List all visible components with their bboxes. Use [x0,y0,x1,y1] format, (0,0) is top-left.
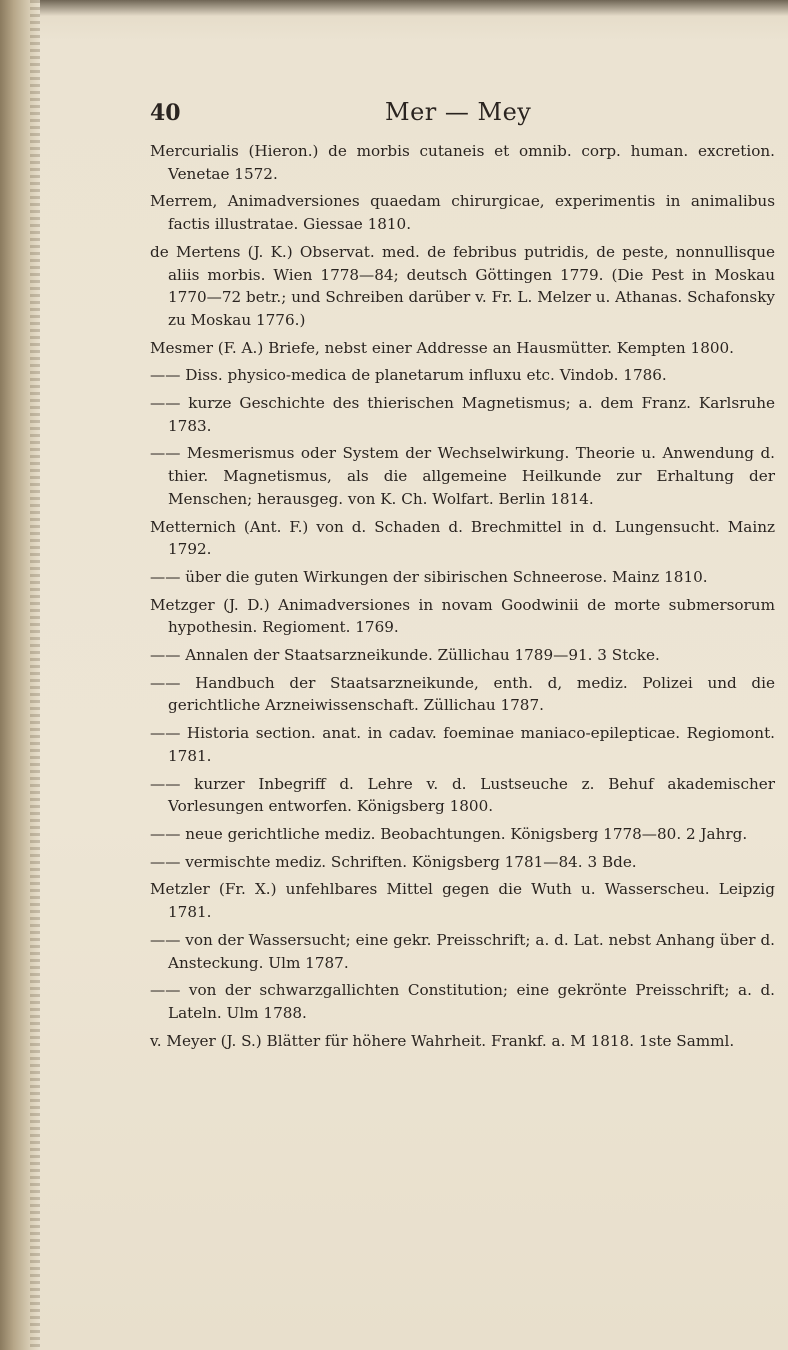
bibliography-entry: v. Meyer (J. S.) Blätter für höhere Wahrheit. Frankf. a. M 1818. 1ste Samml. [150,1031,735,1050]
running-head: Mer — Mey [385,98,532,126]
page-header [150,98,750,134]
bibliography-entry: —— Annalen der Staatsarzneikunde. Züllichau 1789—91. 3 Stcke. [150,646,660,665]
bibliography-entry: —— vermischte mediz. Schriften. Königsberg 1781—84. 3 Bde. [150,852,637,871]
bibliography-entry: —— von der Wassersucht; eine gekr. Preisschrift; a. d. Lat. nebst Anhang über d. Ansteckung. Ulm 1787. [150,930,775,972]
bibliography-entry: Metternich (Ant. F.) von d. Schaden d. Brechmittel in d. Lungensucht. Mainz 1792. [150,517,775,559]
bibliography-entry: —— kurze Geschichte des thierischen Magnetismus; a. dem Franz. Karlsruhe 1783. [150,394,775,435]
bibliography-entry: —— Historia section. anat. in cadav. foeminae maniaco-epilepticae. Regiomont. 1781. [150,724,775,765]
bibliography-entry: —— neue gerichtliche mediz. Beobachtungen. Königsberg 1778—80. 2 Jahrg. [150,824,748,843]
bibliography-entry: —— über die guten Wirkungen der sibirischen Schneerose. Mainz 1810. [150,567,708,586]
bibliography-list [150,140,775,1057]
bibliography-entry: Mesmer (F. A.) Briefe, nebst einer Addresse an Hausmütter. Kempten 1800. [150,338,735,357]
bibliography-entry: Mercurialis (Hieron.) de morbis cutaneis et omnib. corp. human. excretion. Venetae 1572. [150,142,775,183]
bibliography-entry: Merrem, Animadversiones quaedam chirurgicae, experimentis in animalibus factis illustratae. Giessae 1810. [150,192,775,234]
bibliography-entry: Metzler (Fr. X.) unfehlbares Mittel gegen die Wuth u. Wasserscheu. Leipzig 1781. [150,880,775,922]
bibliography-entry: —— Handbuch der Staatsarzneikunde, enth. d, mediz. Polizei und die gerichtliche Arzneiwissenschaft. Züllichau 1787. [150,673,775,715]
book-binding [0,0,40,1350]
page-number: 40 [150,100,181,126]
bibliography-entry: —— Diss. physico-medica de planetarum influxu etc. Vindob. 1786. [150,366,667,385]
bibliography-entry: Metzger (J. D.) Animadversiones in novam Goodwinii de morte submersorum hypothesin. Regioment. 1769. [150,595,775,637]
bibliography-entry: de Mertens (J. K.) Observat. med. de febribus putridis, de peste, nonnullisque aliis morbis. Wien 1778—84; deutsch Göttingen 1779. (Die Pest in Moskau 1770—72 betr.; und Schreiben darüber v. Fr. L. Melzer u. Athanas. Schafonsky zu Moskau 1776.) [150,242,775,329]
bibliography-entry: —— von der schwarzgallichten Constitution; eine gekrönte Preisschrift; a. d. Lateln. Ulm 1788. [150,981,775,1022]
bibliography-entry: —— kurzer Inbegriff d. Lehre v. d. Lustseuche z. Behuf akademischer Vorlesungen entworfen. Königsberg 1800. [150,774,775,816]
bibliography-entry: —— Mesmerismus oder System der Wechselwirkung. Theorie u. Anwendung d. thier. Magnetismus, als die allgemeine Heilkunde zur Erhaltung der Menschen; herausgeg. von K. Ch. Wolfart. Berlin 1814. [150,444,775,508]
